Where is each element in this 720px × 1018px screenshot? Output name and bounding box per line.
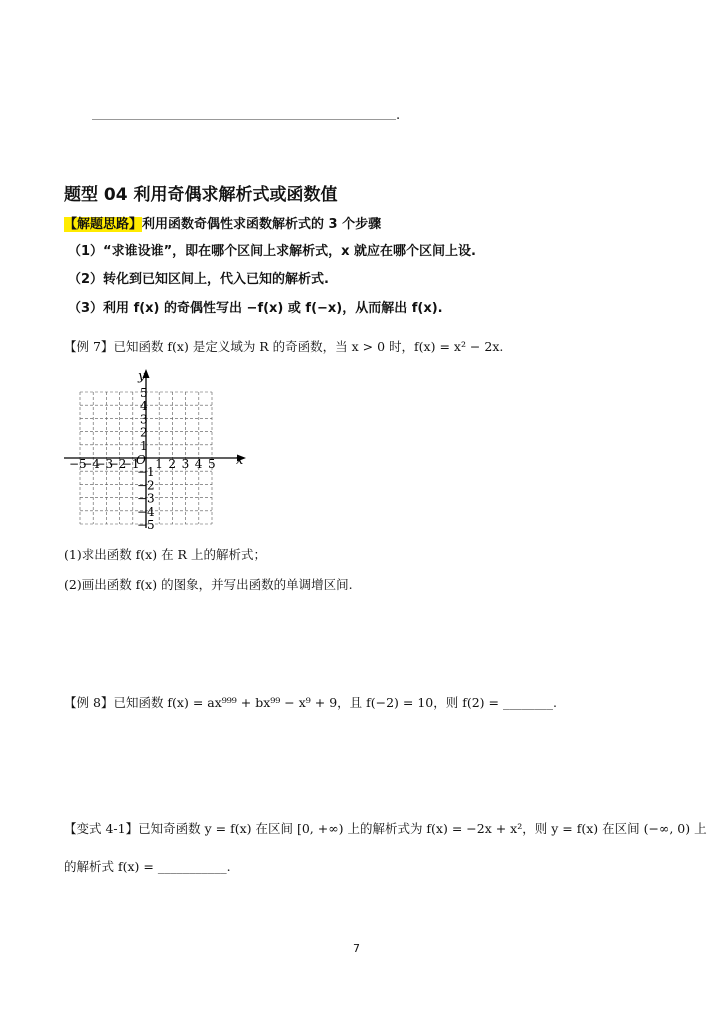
y-tick-label: 4 [140, 399, 148, 414]
step-1: （1）“求谁设谁”，即在哪个区间上求解析式，x 就应在哪个区间上设. [68, 244, 476, 259]
x-tick-label: 5 [208, 457, 216, 471]
y-tick-label: −4 [137, 504, 155, 519]
blank-coordinate-grid [60, 366, 250, 532]
x-tick-label: −5 [69, 457, 87, 471]
example7-q1: (1)求出函数 f(x) 在 R 上的解析式； [64, 547, 266, 562]
y-tick-label: 5 [140, 386, 148, 400]
step-2: （2）转化到已知区间上，代入已知的解析式. [68, 272, 329, 287]
variant41-tag: 【变式 4-1】 [64, 821, 139, 836]
example8-tag: 【例 8】 [64, 695, 114, 710]
idea-line [64, 213, 381, 232]
y-axis-label: y [138, 369, 146, 384]
example7-line [64, 337, 503, 355]
y-tick-label: 3 [140, 412, 148, 427]
step-3: （3）利用 f(x) 的奇偶性写出 −f(x) 或 f(−x)，从而解出 f(x). [68, 301, 443, 316]
x-tick-label: −1 [121, 457, 140, 471]
example8-text: 已知函数 f(x) = ax⁹⁹⁹ + bx⁹⁹ − x⁹ + 9，且 f(−2) = 10，则 f(2) = ________. [113, 695, 557, 710]
y-tick-label: −3 [137, 491, 155, 506]
example8-line [64, 693, 557, 711]
x-axis-label: x [236, 453, 244, 468]
top-blank-period: . [396, 108, 401, 123]
y-tick-label: 1 [140, 438, 148, 453]
example7-q2: (2)画出函数 f(x) 的图象，并写出函数的单调增区间. [64, 577, 353, 592]
idea-tag: 【解题思路】 [64, 217, 143, 232]
x-tick-label: −3 [95, 457, 114, 471]
x-tick-label: −2 [108, 457, 127, 471]
variant41-text: 已知奇函数 y = f(x) 在区间 [0, +∞) 上的解析式为 f(x) = −2x + x²，则 y = f(x) 在区间 (−∞, 0) 上 [138, 821, 707, 836]
y-tick-label: −5 [137, 518, 155, 532]
x-tick-label: −4 [82, 457, 100, 471]
section-heading: 题型 04 利用奇偶求解析式或函数值 [64, 185, 338, 205]
axes [64, 369, 246, 528]
variant41-line [64, 819, 707, 837]
x-tick-label: 3 [181, 457, 190, 471]
page-number: 7 [353, 942, 360, 955]
x-tick-label: 1 [155, 457, 163, 471]
example7-text: 已知函数 f(x) 是定义域为 R 的奇函数，当 x > 0 时，f(x) = x² − 2x. [113, 339, 504, 354]
y-tick-label: −1 [137, 465, 155, 480]
example7-tag: 【例 7】 [64, 339, 114, 354]
x-tick-label: 4 [194, 457, 203, 471]
x-tick-label: 2 [168, 457, 177, 471]
idea-text: 利用函数奇偶性求函数解析式的 3 个步骤 [142, 217, 382, 232]
top-answer-line [92, 119, 396, 120]
y-tick-label: −2 [137, 478, 155, 493]
y-tick-label: 2 [140, 425, 148, 440]
variant41-line2: 的解析式 f(x) = ___________. [64, 859, 231, 874]
origin-label: O [136, 453, 146, 467]
